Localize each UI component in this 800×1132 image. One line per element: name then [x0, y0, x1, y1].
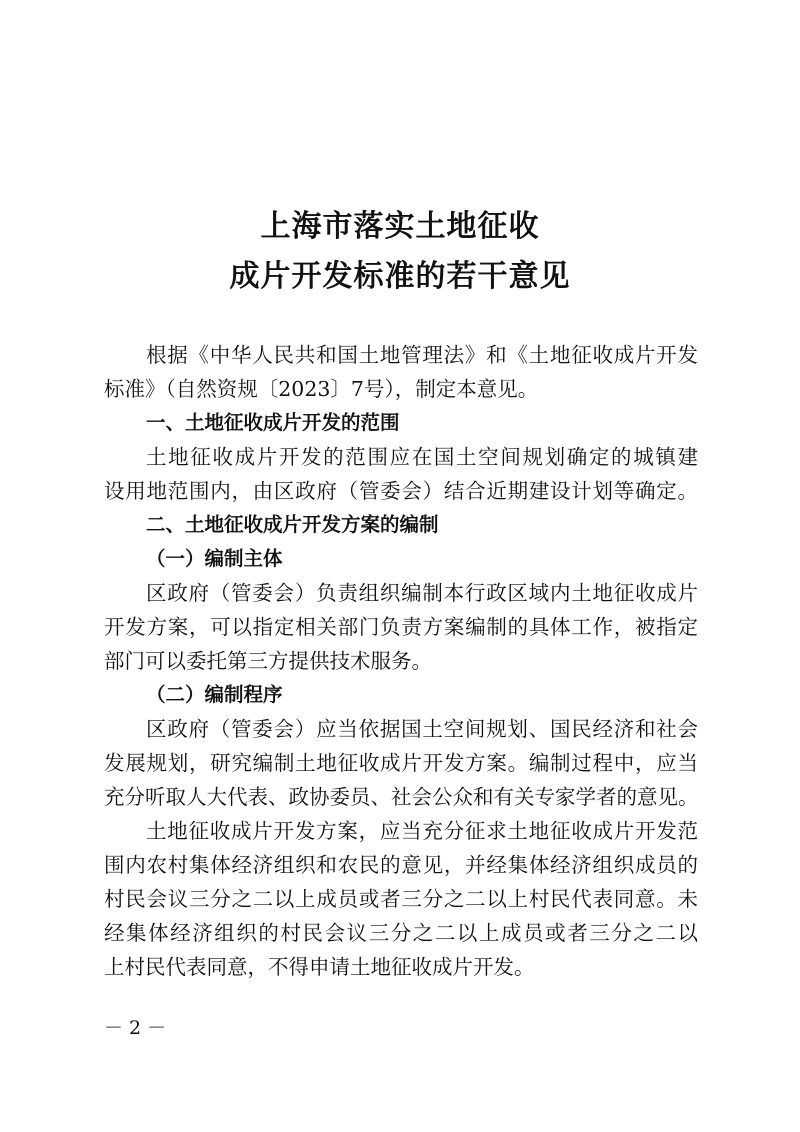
paragraph-line: 区政府（管委会）负责组织编制本行政区域内土地征收成片: [146, 581, 698, 605]
paragraph-line: 设用地范围内，由区政府（管委会）结合近期建设计划等确定。: [104, 479, 698, 503]
paragraph-line: 区政府（管委会）应当依据国土空间规划、国民经济和社会: [146, 717, 698, 741]
paragraph-line: 根据《中华人民共和国土地管理法》和《土地征收成片开发: [146, 343, 698, 367]
document-title-line-1: 上海市落实土地征收: [260, 209, 540, 244]
paragraph-line: 标准》（自然资规〔2023〕7号），制定本意见。: [104, 377, 539, 401]
paragraph-line: 村民会议三分之二以上成员或者三分之二以上村民代表同意。未: [104, 887, 698, 911]
section-heading-2: 二、土地征收成片开发方案的编制: [146, 513, 439, 536]
paragraph-line: 开发方案，可以指定相关部门负责方案编制的具体工作，被指定: [104, 615, 698, 639]
paragraph-line: 发展规划，研究编制土地征收成片开发方案。编制过程中，应当: [104, 751, 698, 775]
paragraph-line: 土地征收成片开发的范围应在国土空间规划确定的城镇建: [146, 445, 698, 469]
paragraph-line: 部门可以委托第三方提供技术服务。: [104, 649, 432, 673]
document-title-line-2: 成片开发标准的若干意见: [229, 259, 571, 294]
subsection-heading-1: （一）编制主体: [146, 547, 283, 570]
paragraph-line: 围内农村集体经济组织和农民的意见，并经集体经济组织成员的: [104, 853, 698, 877]
paragraph-line: 土地征收成片开发方案，应当充分征求土地征收成片开发范: [146, 819, 698, 843]
paragraph-line: 上村民代表同意，不得申请土地征收成片开发。: [104, 955, 535, 979]
section-heading-1: 一、土地征收成片开发的范围: [146, 411, 400, 434]
paragraph-line: 充分听取人大代表、政协委员、社会公众和有关专家学者的意见。: [104, 785, 699, 809]
paragraph-line: 经集体经济组织的村民会议三分之二以上成员或者三分之二以: [104, 921, 698, 945]
page-number: － 2 －: [104, 1017, 167, 1039]
subsection-heading-2: （二）编制程序: [146, 683, 283, 706]
